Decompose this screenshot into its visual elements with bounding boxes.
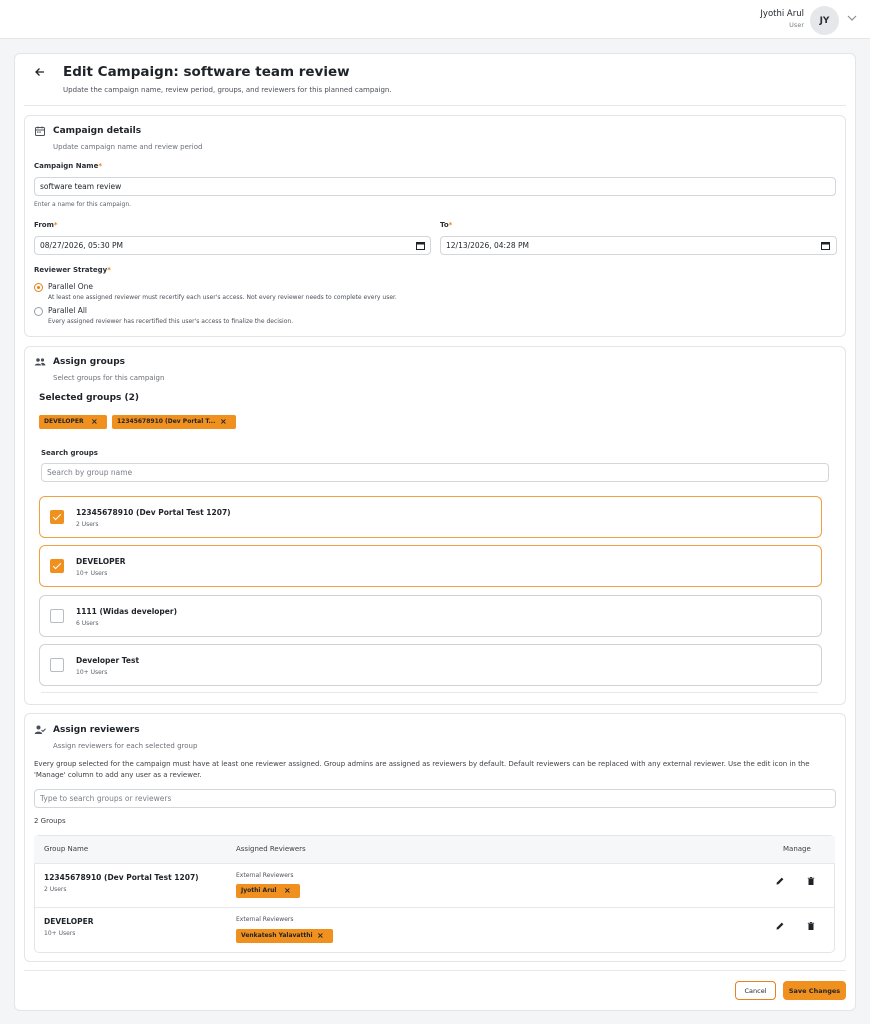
group-user-count: 2 Users bbox=[76, 521, 99, 528]
row-group-name: 12345678910 (Dev Portal Test 1207) bbox=[44, 873, 199, 882]
row-user-count: 2 Users bbox=[44, 886, 67, 893]
group-option[interactable] bbox=[39, 496, 822, 538]
group-user-count: 6 Users bbox=[76, 620, 99, 627]
to-label: To* bbox=[440, 221, 453, 229]
calendar-icon[interactable] bbox=[821, 241, 830, 250]
checkbox[interactable] bbox=[50, 658, 64, 672]
radio-description: Every assigned reviewer has recertified this user's access to finalize the decision. bbox=[48, 318, 294, 325]
row-divider bbox=[34, 863, 835, 864]
radio-label[interactable]: Parallel One bbox=[48, 282, 93, 291]
group-user-count: 10+ Users bbox=[76, 669, 108, 676]
page-title: Edit Campaign: software team review bbox=[63, 64, 350, 80]
section-title: Campaign details bbox=[53, 126, 142, 136]
radio-parallel-one[interactable] bbox=[34, 283, 43, 292]
campaign-name-label: Campaign Name* bbox=[34, 162, 103, 170]
person-check-icon bbox=[34, 724, 46, 736]
checkbox[interactable] bbox=[50, 510, 64, 524]
delete-icon[interactable] bbox=[806, 876, 816, 886]
user-role: User bbox=[789, 21, 804, 29]
divider bbox=[24, 105, 846, 106]
group-name: Developer Test bbox=[76, 656, 140, 665]
to-date-input[interactable]: 12/13/2026, 04:28 PM bbox=[440, 236, 837, 255]
section-subtitle: Assign reviewers for each selected group bbox=[53, 742, 198, 750]
chip-label: Venkatesh Yalavatthi bbox=[241, 932, 313, 939]
section-title: Assign groups bbox=[53, 357, 126, 367]
from-date-input[interactable]: 08/27/2026, 05:30 PM bbox=[34, 236, 431, 255]
close-icon[interactable]: × bbox=[220, 417, 227, 426]
close-icon[interactable]: × bbox=[317, 931, 324, 940]
back-arrow-icon[interactable] bbox=[34, 66, 46, 78]
search-groups-label: Search groups bbox=[41, 449, 98, 457]
campaign-name-input[interactable]: software team review bbox=[34, 177, 836, 196]
reviewer-chip bbox=[236, 929, 333, 943]
group-option[interactable] bbox=[39, 545, 822, 587]
delete-icon[interactable] bbox=[806, 921, 816, 931]
campaign-name-helper: Enter a name for this campaign. bbox=[34, 201, 132, 208]
edit-icon[interactable] bbox=[775, 921, 785, 931]
edit-icon[interactable] bbox=[775, 876, 785, 886]
checkbox[interactable] bbox=[50, 609, 64, 623]
group-name: 12345678910 (Dev Portal Test 1207) bbox=[76, 508, 231, 517]
calendar-icon[interactable] bbox=[416, 241, 425, 250]
reviewer-strategy-label: Reviewer Strategy* bbox=[34, 266, 111, 274]
cancel-button[interactable]: Cancel bbox=[735, 981, 776, 1000]
groups-count: 2 Groups bbox=[34, 817, 66, 825]
radio-description: At least one assigned reviewer must recertify each user's access. Not every reviewer needs to complete every user. bbox=[48, 294, 397, 301]
group-name: 1111 (Widas developer) bbox=[76, 607, 177, 616]
calendar-icon bbox=[34, 125, 46, 137]
column-header-reviewers: Assigned Reviewers bbox=[236, 845, 306, 853]
row-divider bbox=[34, 907, 835, 908]
column-header-manage: Manage bbox=[783, 845, 811, 853]
radio-parallel-all[interactable] bbox=[34, 307, 43, 316]
group-chip bbox=[39, 415, 107, 429]
reviewer-chip bbox=[236, 884, 300, 898]
section-title: Assign reviewers bbox=[53, 725, 140, 735]
group-option[interactable] bbox=[39, 595, 822, 637]
chip-label: 12345678910 (Dev Portal T... bbox=[117, 418, 216, 425]
group-chip bbox=[112, 415, 236, 429]
group-option[interactable] bbox=[39, 644, 822, 686]
avatar[interactable]: JY bbox=[810, 6, 839, 35]
radio-label[interactable]: Parallel All bbox=[48, 306, 88, 315]
search-groups-input[interactable]: Search by group name bbox=[41, 463, 829, 482]
list-scroll-edge bbox=[41, 692, 818, 693]
group-user-count: 10+ Users bbox=[76, 570, 108, 577]
divider bbox=[24, 970, 846, 971]
close-icon[interactable]: × bbox=[91, 417, 98, 426]
section-subtitle: Select groups for this campaign bbox=[53, 374, 165, 382]
group-icon bbox=[34, 356, 46, 368]
checkbox[interactable] bbox=[50, 559, 64, 573]
row-group-name: DEVELOPER bbox=[44, 917, 94, 926]
column-header-group: Group Name bbox=[44, 845, 89, 853]
from-label: From* bbox=[34, 221, 58, 229]
table-header bbox=[34, 836, 835, 863]
section-subtitle: Update campaign name and review period bbox=[53, 143, 203, 151]
selected-groups-heading: Selected groups (2) bbox=[39, 393, 139, 403]
top-bar bbox=[0, 0, 870, 39]
external-reviewers-label: External Reviewers bbox=[236, 916, 294, 923]
external-reviewers-label: External Reviewers bbox=[236, 872, 294, 879]
reviewer-info-text: Every group selected for the campaign must have at least one reviewer assigned. Group admins are assigned as reviewers by default. Default reviewers can be replaced with any external reviewer. Use the edit icon in the 'Manage' column to add any user as a reviewer. bbox=[34, 760, 810, 779]
chip-label: Jyothi Arul bbox=[241, 887, 277, 894]
chip-label: DEVELOPER bbox=[44, 418, 84, 425]
save-changes-button[interactable]: Save Changes bbox=[783, 981, 846, 1000]
group-name: DEVELOPER bbox=[76, 557, 126, 566]
search-reviewers-input[interactable]: Type to search groups or reviewers bbox=[34, 789, 836, 808]
close-icon[interactable]: × bbox=[284, 886, 291, 895]
chevron-down-icon[interactable] bbox=[846, 12, 858, 24]
row-user-count: 10+ Users bbox=[44, 930, 76, 937]
page-subtitle: Update the campaign name, review period, groups, and reviewers for this planned campaign. bbox=[63, 86, 392, 94]
user-name: Jyothi Arul bbox=[760, 9, 804, 19]
